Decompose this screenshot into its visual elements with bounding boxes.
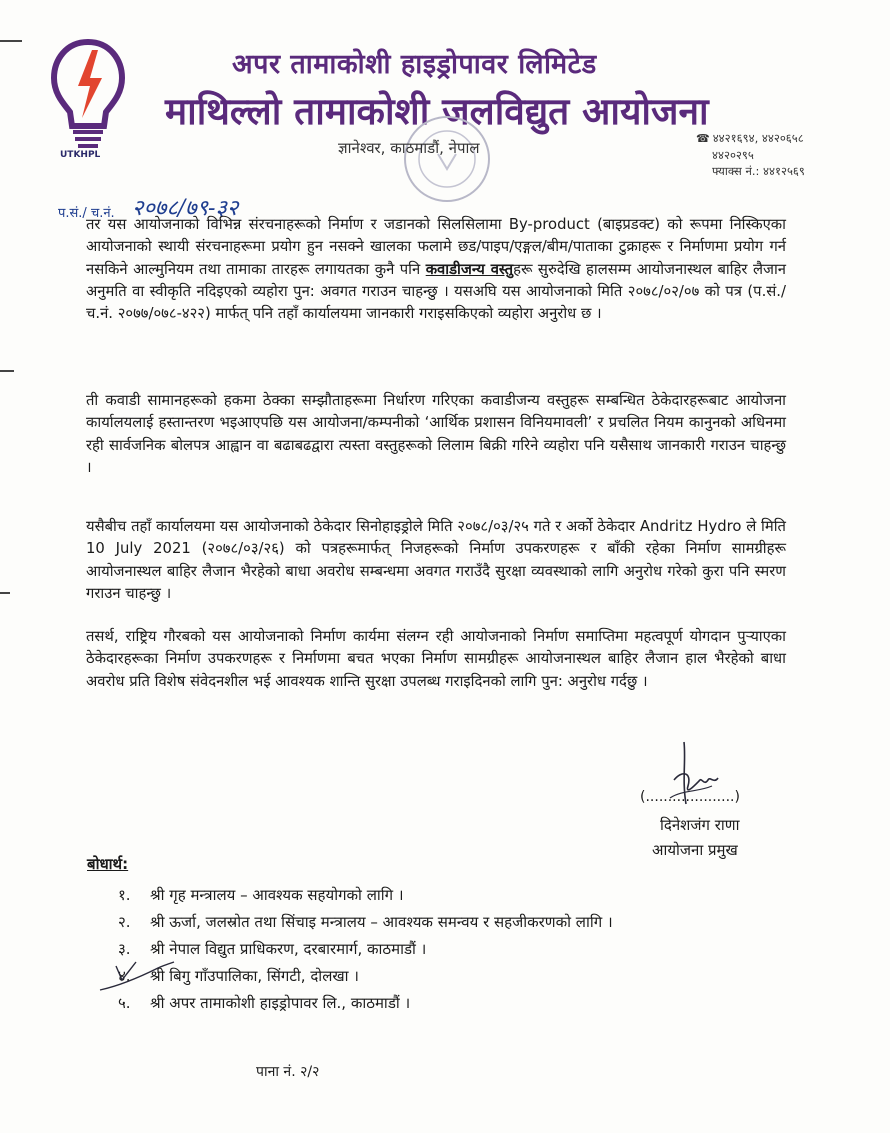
signature-line: (....................): [640, 789, 740, 805]
cc-item-number: ४.: [118, 967, 131, 985]
cc-list-item: [118, 912, 613, 932]
signer-name: दिनेशजंग राणा: [660, 816, 740, 834]
handwritten-signature-icon: [652, 740, 742, 820]
org-name-line2: माथिल्लो तामाकोशी जलविद्युत आयोजना: [165, 90, 709, 133]
reference-number-handwritten: २०७८/७९-३२: [132, 196, 239, 221]
cc-item-number: ५.: [118, 994, 131, 1012]
cc-item-text: श्री बिगु गाँउपालिका, सिंगटी, दोलखा ।: [150, 967, 359, 985]
phone-icon: ☎: [696, 132, 710, 145]
page-number: पाना नं. २/२: [256, 1064, 320, 1080]
org-name-line1: अपर तामाकोशी हाइड्रोपावर लिमिटेड: [232, 49, 597, 80]
cc-item-number: १.: [118, 886, 131, 904]
phone-numbers-1: ४४२१६९४, ४४२०६५८: [712, 131, 804, 145]
cc-item-text: श्री गृह मन्त्रालय – आवश्यक सहयोगको लागि ।: [150, 886, 404, 904]
org-address: ज्ञानेश्वर, काठमाडौं, नेपाल: [338, 139, 480, 157]
body-paragraph-2: ती कवाडी सामानहरूको हकमा ठेक्का सम्झौताहरूमा निर्धारण गरिएका कवाडीजन्य वस्तुहरू सम्बन्धित ठेकेदारहरूबाट आयोजना कार्यालयलाई हस्तान्तरण भइआएपछि यस आयोजना/कम्पनीको ‘आर्थिक प्रशासन विनियमावली’ र प्रचलित नियम कानुनको अधिनमा रही सार्वजनिक बोलपत्र आह्वान वा बढाबढद्वारा त्यस्ता वस्तुहरूको लिलाम बिक्री गरिने व्यहोरा पनि यसैसाथ जानकारी गराउन चाहन्छु ।: [86, 392, 786, 476]
cc-item-text: श्री ऊर्जा, जलस्रोत तथा सिंचाइ मन्त्रालय – आवश्यक समन्वय र सहजीकरणको लागि ।: [150, 913, 613, 931]
binder-mark: [0, 370, 14, 372]
cc-item-text: श्री नेपाल विद्युत प्राधिकरण, दरबारमार्ग, काठमाडौं ।: [150, 940, 427, 958]
cc-item-number: ३.: [118, 940, 131, 958]
fax-number: फ्याक्स नं.: ४४१२५६९: [712, 164, 805, 178]
body-paragraph-3: यसैबीच तहाँ कार्यालयमा यस आयोजनाको ठेकेदार सिनोहाइड्रोले मिति २०७८/०३/२५ गते र अर्को ठेकेदार Andritz Hydro ले मिति 10 July 2021 (२०७८/०३/२६) को पत्रहरूमार्फत् निजहरूको निर्माण उपकरणहरू र बाँकी रहेका निर्माण सामग्रीहरू आयोजनास्थल बाहिर लैजान भैरहेको बाधा अवरोध सम्बन्धमा अवगत गराउँदै सुरक्षा व्यवस्थाको लागि अनुरोध गरेको कुरा पनि स्मरण गराउन चाहन्छु ।: [86, 518, 786, 602]
p1-text-after: हरू सुरुदेखि हालसम्म आयोजनास्थल बाहिर लैजान अनुमति वा स्वीकृति नदिइएको व्यहोरा पुन: अवगत गराउन चाहन्छु । यसअघि यस आयोजनाको मिति २०७८/०२/०७ को पत्र (प.सं./च.नं. २०७७/०७८-४२२) मार्फत् पनि तहाँ कार्यालयमा जानकारी गराइसकिएको व्यहोरा अनुरोध छ ।: [86, 260, 787, 323]
phone-row-1: [696, 130, 805, 147]
cc-list-item: [118, 885, 404, 905]
body-paragraph-4: तसर्थ, राष्ट्रिय गौरबको यस आयोजनाको निर्माण कार्यमा संलग्न रही आयोजनाको निर्माण समाप्तिमा महत्वपूर्ण योगदान पुर्‍याएका ठेकेदारहरूका निर्माण उपकरणहरू र निर्माणमा बचत भएका निर्माण सामग्रीहरू आयोजनास्थल बाहिर लैजान हाल भैरहेको बाधा अवरोध प्रति विशेष संवेदनशील भई आवश्यक शान्ति सुरक्षा उपलब्ध गराइदिनको लागि पुन: अनुरोध गर्दछु ।: [86, 628, 786, 690]
signer-title: आयोजना प्रमुख: [652, 841, 738, 859]
body-paragraph-1: [86, 214, 786, 325]
p1-text-before: तर यस आयोजनाको विभिन्न संरचनाहरूको निर्माण र जडानको सिलसिलामा By-product (बाइप्रडक्ट) को रूपमा निस्किएका आयोजनाको स्थायी संरचनाहरूमा प्रयोग हुन नसक्ने खालका फलामे छड/पाइप/एङ्गल/बीम/पाताका टुक्राहरू र निर्माणमा प्रयोग गर्न नसकिने आल्मुनियम तथा तामाका तारहरू लगायतका कुनै पनि: [86, 216, 786, 278]
official-stamp-icon: [402, 114, 492, 204]
cc-item-text: श्री अपर तामाकोशी हाइड्रोपावर लि., काठमाडौं ।: [150, 994, 411, 1012]
logo-label: UTKHPL: [60, 150, 101, 160]
p1-emphasis: कवाडीजन्य वस्तु: [425, 260, 514, 278]
cc-list-item: [118, 993, 410, 1013]
cc-item-number: २.: [118, 913, 131, 931]
handwritten-tick-icon: [98, 960, 178, 994]
cc-heading: बोधार्थ:: [87, 855, 129, 873]
company-logo-icon: [48, 34, 128, 164]
cc-list-item: [118, 939, 426, 959]
contact-block: [696, 130, 805, 179]
binder-mark: [0, 592, 10, 594]
binder-mark: [0, 40, 22, 42]
reference-prefix: प.सं./ च.नं.: [58, 206, 115, 221]
phone-numbers-2: ४४२०२९५: [712, 148, 754, 162]
